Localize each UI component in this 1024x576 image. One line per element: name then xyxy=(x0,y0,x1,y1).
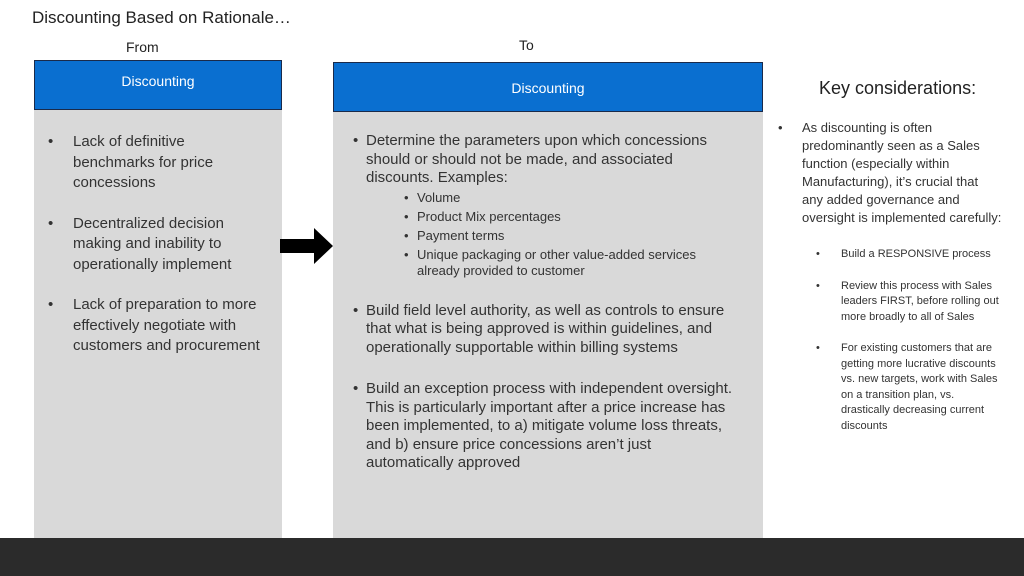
to-list xyxy=(353,132,733,496)
list-item-text: Determine the parameters upon which concessions should or should not be made, and associated discounts. Examples: xyxy=(366,132,708,186)
key-sub-list xyxy=(802,247,1002,434)
list-item xyxy=(353,380,733,473)
list-item: • Lack of preparation to more effectively negotiate with customers and procurement xyxy=(48,295,270,357)
to-panel xyxy=(333,62,763,538)
footer-bar xyxy=(0,538,1024,576)
example-item: • Payment terms xyxy=(366,228,733,244)
list-item-text: Build field level authority, as well as controls to ensure that what is being approved is within guidelines, and operationally supportable within billing systems xyxy=(366,301,725,356)
to-column-label: To xyxy=(519,37,534,53)
list-item xyxy=(353,132,733,279)
to-panel-header: Discounting xyxy=(333,62,763,112)
page-title: Discounting Based on Rationale… xyxy=(32,8,291,27)
list-item xyxy=(776,119,1002,434)
key-considerations-title: Key considerations: xyxy=(819,78,977,98)
example-item: • Unique packaging or other value-added services already provided to customer xyxy=(366,247,733,279)
list-item-text: Build an exception process with independent oversight. This is particularly important after a price increase has been implemented, to a) mitigate volume loss threats, and b) ensure price concessions aren’t just automatically approved xyxy=(366,380,733,471)
list-item: • Decentralized decision making and inability to operationally implement xyxy=(48,214,270,276)
from-column-label: From xyxy=(126,39,159,55)
right-arrow-icon xyxy=(280,228,336,268)
from-panel-header: Discounting xyxy=(34,60,282,110)
key-considerations-list xyxy=(776,119,1002,450)
example-item: • Product Mix percentages xyxy=(366,209,733,225)
key-sub-item: • For existing customers that are getting more lucrative discounts vs. new targets, work with Sales on a transition plan, vs. drastically decreasing current discounts xyxy=(802,341,1002,434)
key-sub-item: • Review this process with Sales leaders FIRST, before rolling out more broadly to all of Sales xyxy=(802,279,1002,326)
list-item xyxy=(353,302,733,358)
key-intro-text: As discounting is often predominantly seen as a Sales function (especially within Manufacturing), it’s crucial that any added governance and oversight is implemented carefully: xyxy=(802,120,1002,225)
key-sub-item: • Build a RESPONSIVE process xyxy=(802,247,1002,263)
example-item: • Volume xyxy=(366,190,733,206)
examples-list xyxy=(366,190,733,279)
from-list xyxy=(48,132,270,377)
list-item: • Lack of definitive benchmarks for price concessions xyxy=(48,132,270,194)
from-panel xyxy=(34,60,282,540)
